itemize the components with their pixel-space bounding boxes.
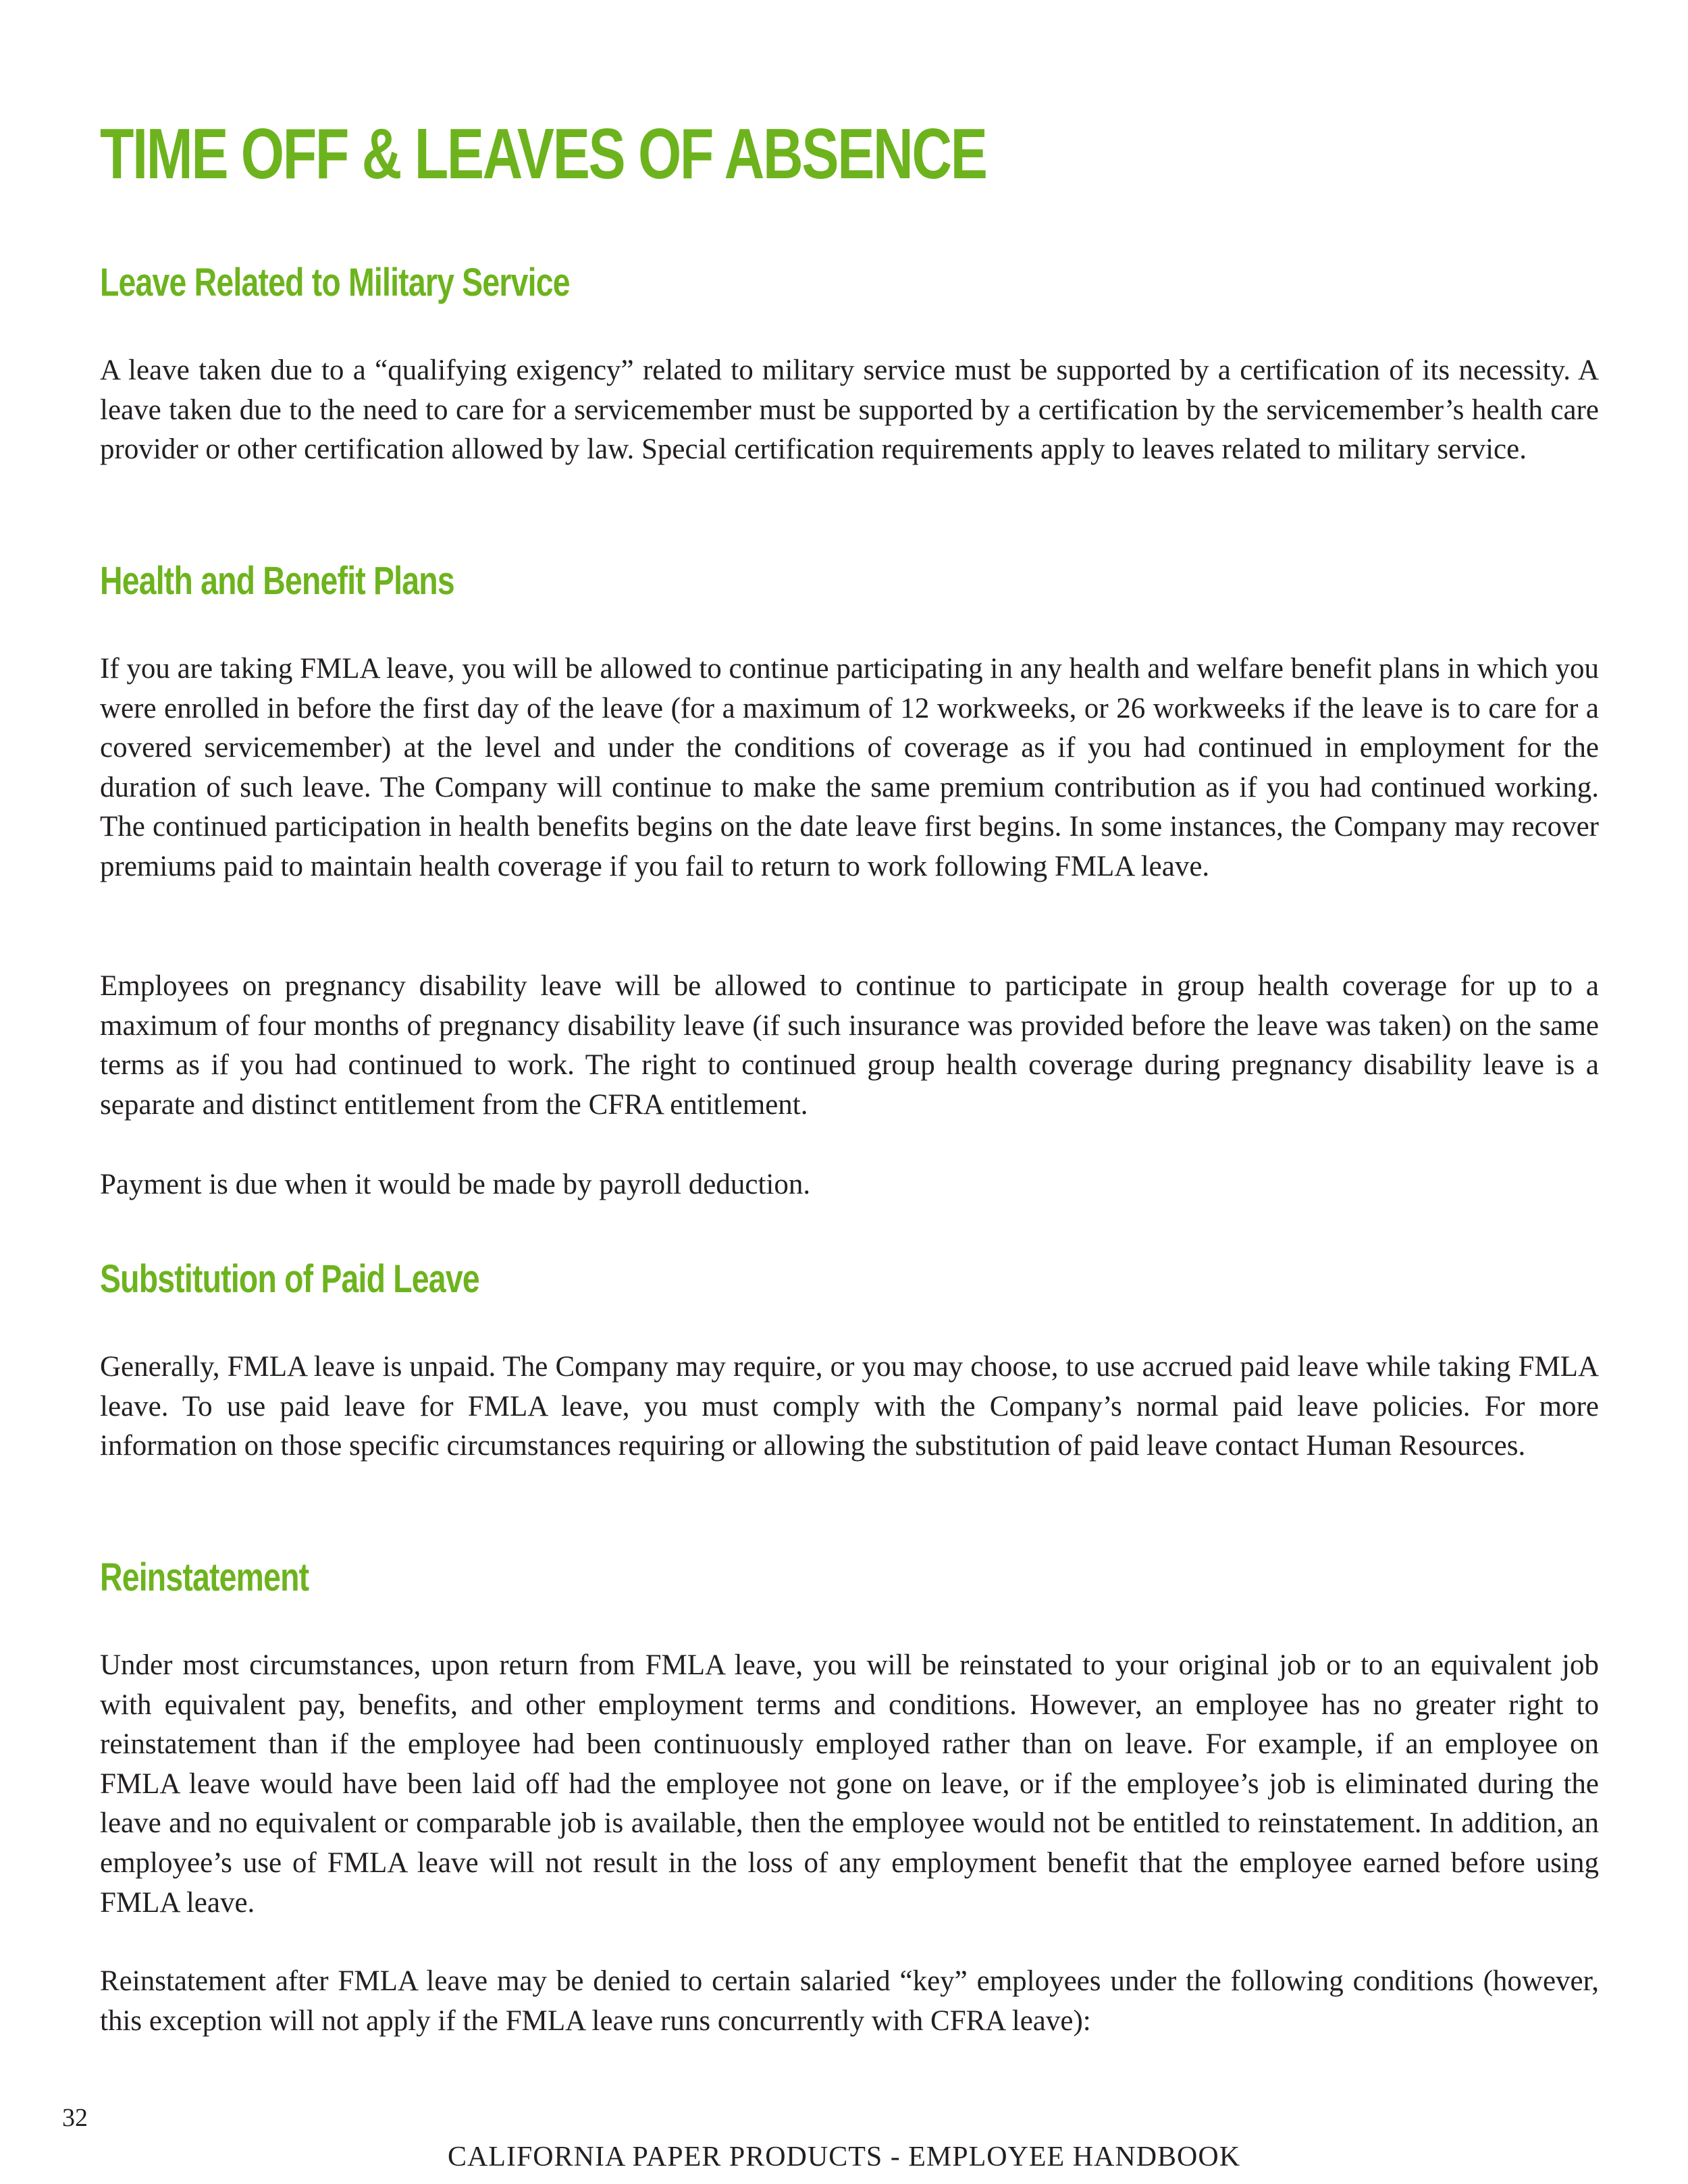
footer-handbook-title: CALIFORNIA PAPER PRODUCTS - EMPLOYEE HANDBOOK [447, 2141, 1241, 2173]
paragraph-military-service: A leave taken due to a “qualifying exigency” related to military service must be supported by a certification of its necessity. A leave taken due to the need to care for a servicemember must be supported by a certification by the servicemember’s health care provider or other certification allowed by law. Special certification requirements apply to leaves related to military service. [100, 354, 1599, 466]
page-number: 32 [62, 2104, 88, 2132]
section-heading-substitution-paid-leave: Substitution of Paid Leave [100, 1257, 479, 1301]
paragraph-substitution-paid-leave: Generally, FMLA leave is unpaid. The Company may require, or you may choose, to use accrued paid leave while taking FMLA leave. To use paid leave for FMLA leave, you must comply with the Company’s normal paid leave policies. For more information on those specific circumstances requiring or allowing the substitution of paid leave contact Human Resources. [100, 1351, 1599, 1462]
section-heading-health-benefit-plans: Health and Benefit Plans [100, 559, 454, 603]
paragraph-key-employees: Reinstatement after FMLA leave may be denied to certain salaried “key” employees under the following conditions (however, this exception will not apply if the FMLA leave runs concurrently with CFRA leave): [100, 1965, 1599, 2037]
section-heading-military-service: Leave Related to Military Service [100, 261, 570, 304]
paragraph-pregnancy-disability-coverage: Employees on pregnancy disability leave will be allowed to continue to participate in group health coverage for up to a maximum of four months of pregnancy disability leave (if such insurance was provided before the leave was taken) on the same terms as if you had continued to work. The right to continued group health coverage during pregnancy disability leave is a separate and distinct entitlement from the CFRA entitlement. [100, 970, 1599, 1121]
paragraph-reinstatement-rights: Under most circumstances, upon return from FMLA leave, you will be reinstated to your original job or to an equivalent job with equivalent pay, benefits, and other employment terms and conditions. However, an employee has no greater right to reinstatement than if the employee had been continuously employed rather than on leave. For example, if an employee on FMLA leave would have been laid off had the employee not gone on leave, or if the employee’s job is eliminated during the leave and no equivalent or comparable job is available, then the employee would not be entitled to reinstatement. In addition, an employee’s use of FMLA leave will not result in the loss of any employment benefit that the employee earned before using FMLA leave. [100, 1649, 1599, 1919]
section-heading-reinstatement: Reinstatement [100, 1555, 309, 1599]
page-title: TIME OFF & LEAVES OF ABSENCE [100, 114, 986, 194]
paragraph-payment-due: Payment is due when it would be made by payroll deduction. [100, 1169, 811, 1200]
paragraph-fmla-health-benefits: If you are taking FMLA leave, you will be allowed to continue participating in any health and welfare benefit plans in which you were enrolled in before the first day of the leave (for a maximum of 12 workweeks, or 26 workweeks if the leave is to care for a covered servicemember) at the level and under the conditions of coverage as if you had continued in employment for the duration of such leave. The Company will continue to make the same premium contribution as if you had continued working. The continued participation in health benefits begins on the date leave first begins. In some instances, the Company may recover premiums paid to maintain health coverage if you fail to return to work following FMLA leave. [100, 653, 1599, 882]
